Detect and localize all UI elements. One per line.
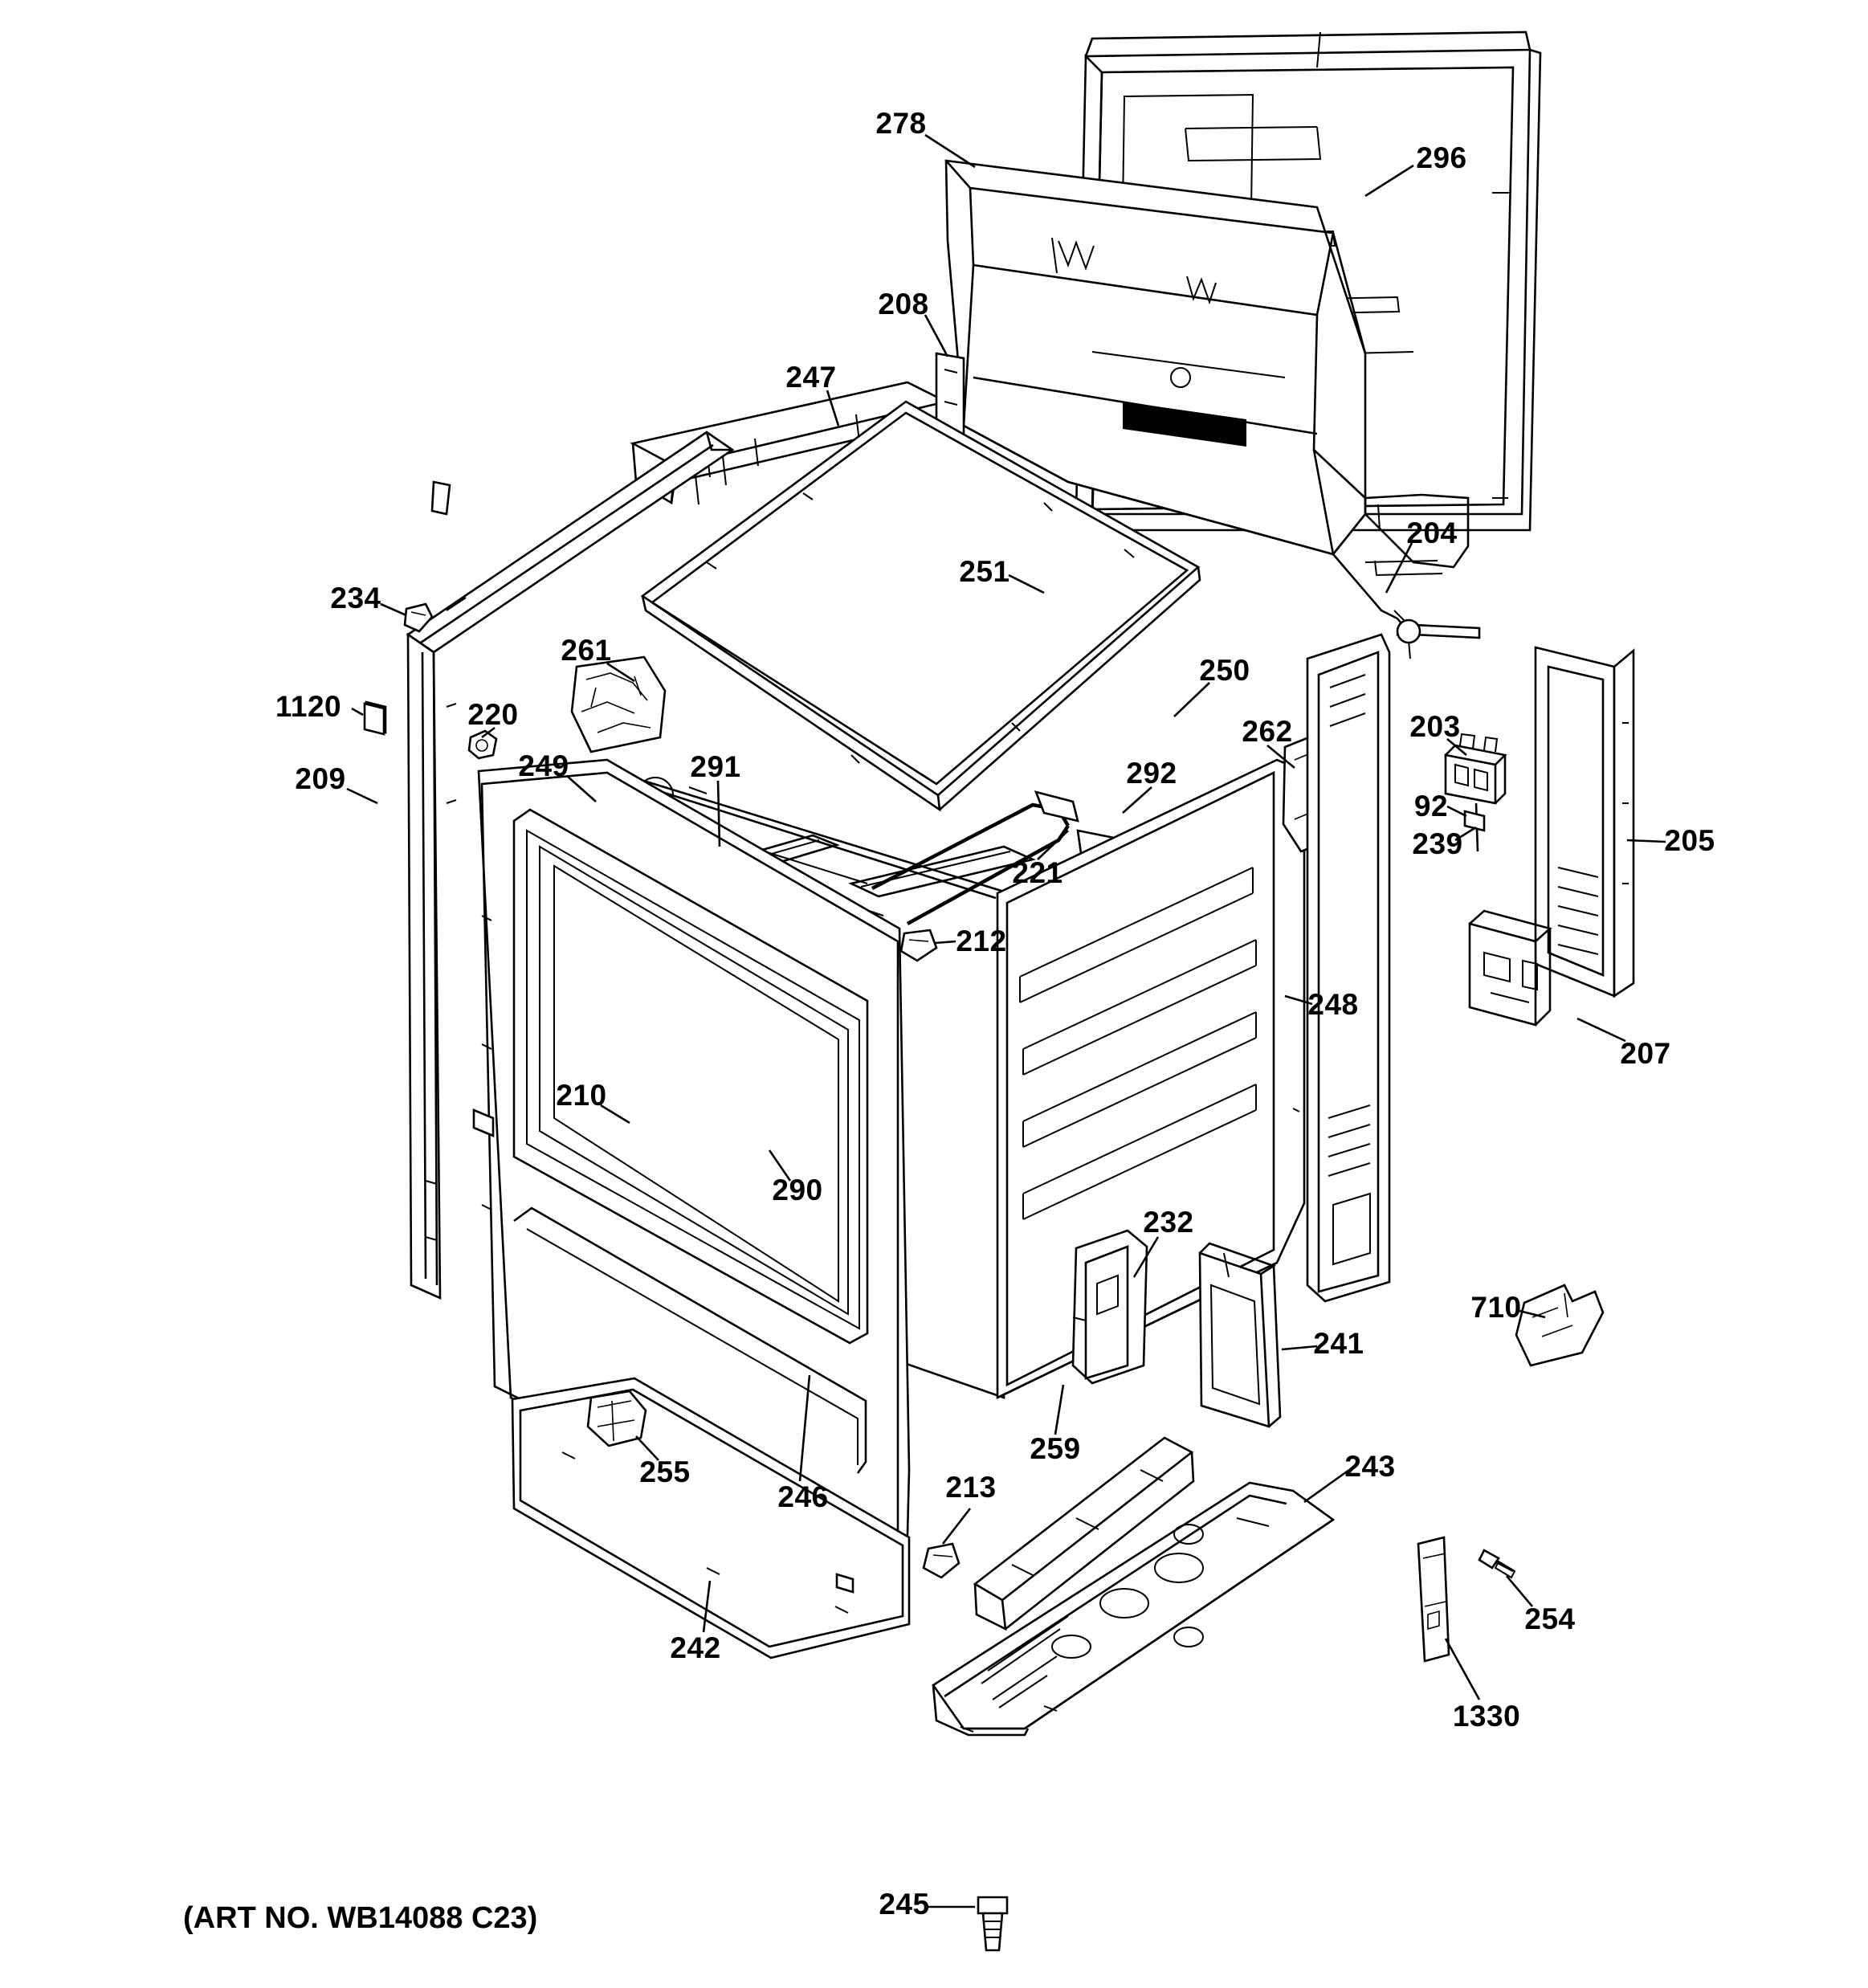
callout-296: 296 [1416,141,1467,174]
part-241-angle-bracket [1200,1243,1280,1427]
part-243-front-rail [933,1483,1333,1735]
callout-239: 239 [1412,827,1463,860]
callout-205: 205 [1664,824,1715,857]
callout-241: 241 [1313,1327,1364,1360]
callout-232: 232 [1143,1206,1194,1239]
part-245-screw [978,1897,1007,1950]
callout-248: 248 [1307,988,1359,1021]
callout-213: 213 [945,1471,997,1504]
part-1120-bushing [365,704,384,734]
callout-250: 250 [1199,654,1250,687]
callout-203: 203 [1409,710,1461,743]
callout-254: 254 [1524,1602,1576,1635]
callout-249: 249 [518,749,569,782]
callout-247: 247 [785,361,837,394]
callout-92: 92 [1413,790,1449,823]
callout-242: 242 [670,1631,721,1664]
callout-212: 212 [956,925,1007,957]
callout-210: 210 [556,1079,607,1112]
callout-251: 251 [959,555,1010,588]
part-232-bracket [1073,1231,1147,1383]
art-number-label: (ART NO. WB14088 C23) [183,1901,538,1935]
callout-220: 220 [467,698,519,731]
callout-1120: 1120 [275,690,342,723]
callout-221: 221 [1012,856,1063,889]
callout-207: 207 [1620,1037,1671,1070]
callout-243: 243 [1344,1450,1396,1483]
callout-710: 710 [1470,1291,1522,1324]
callout-255: 255 [639,1455,691,1488]
part-205-side-panel [1470,647,1633,1025]
callout-209: 209 [295,762,346,795]
callout-261: 261 [561,634,612,667]
part-1330-strip [1418,1537,1449,1661]
part-254-screw [1479,1550,1515,1578]
callout-208: 208 [878,288,929,320]
callout-245: 245 [879,1888,930,1921]
callout-1330: 1330 [1452,1700,1521,1733]
part-204-pin [1397,620,1479,643]
callout-259: 259 [1030,1432,1081,1465]
callout-262: 262 [1242,715,1293,748]
part-220-nut [469,731,496,758]
part-710-bracket [1516,1285,1603,1365]
callout-292: 292 [1126,757,1177,790]
callout-278: 278 [875,107,927,140]
part-248-rear-trim [1307,635,1389,1301]
callout-234: 234 [330,582,381,614]
callout-204: 204 [1406,516,1458,549]
callout-246: 246 [777,1480,829,1513]
callout-290: 290 [772,1174,823,1206]
part-213-clip [924,1544,959,1578]
callout-291: 291 [690,750,741,783]
